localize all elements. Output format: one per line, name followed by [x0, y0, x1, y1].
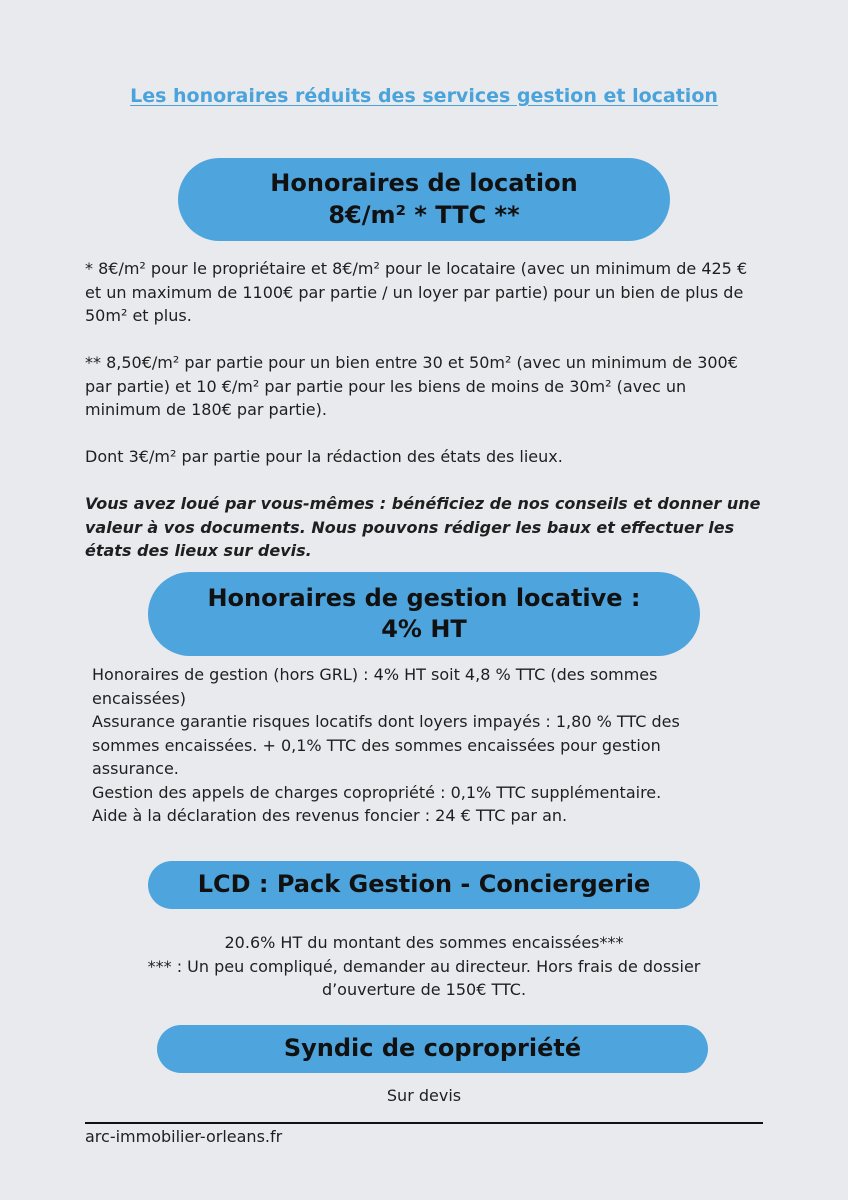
- lcd-details: [124, 931, 724, 1002]
- location-fees-banner: [178, 158, 670, 241]
- management-fees-title: Honoraires de gestion locative :: [207, 583, 641, 612]
- management-fees-banner: [148, 572, 700, 656]
- lcd-pack-banner: [148, 861, 700, 909]
- location-fees-rate: 8€/m² * TTC **: [328, 200, 520, 229]
- lcd-line-1: 20.6% HT du montant des sommes encaissées***: [224, 933, 624, 952]
- syndic-banner: [157, 1025, 708, 1073]
- location-fees-title: Honoraires de location: [270, 169, 578, 198]
- management-line-4: Aide à la déclaration des revenus foncier : 24 € TTC par an.: [92, 806, 568, 825]
- location-note-1: * 8€/m² pour le propriétaire et 8€/m² pour le locataire (avec un minimum de 425 € et un maximum de 1100€ par partie / un loyer par partie) pour un bien de plus de 50m² et plus.: [85, 259, 748, 325]
- management-line-2: Assurance garantie risques locatifs dont loyers impayés : 1,80 % TTC des sommes encaissées. + 0,1% TTC des sommes encaissées pour gestion assurance.: [92, 712, 680, 778]
- location-note-2: ** 8,50€/m² par partie pour un bien entre 30 et 50m² (avec un minimum de 300€ par partie) et 10 €/m² par partie pour les biens de moins de 30m² (avec un minimum de 180€ par partie).: [85, 353, 738, 419]
- location-details: [85, 257, 765, 563]
- management-fees-rate: 4% HT: [381, 615, 467, 643]
- footer-divider: [85, 1122, 763, 1124]
- management-line-1: Honoraires de gestion (hors GRL) : 4% HT soit 4,8 % TTC (des sommes encaissées): [92, 665, 658, 708]
- syndic-title: Syndic de copropriété: [283, 1034, 582, 1063]
- lcd-pack-title: LCD : Pack Gestion - Conciergerie: [197, 870, 651, 899]
- management-line-3: Gestion des appels de charges copropriété : 0,1% TTC supplémentaire.: [92, 782, 662, 802]
- lcd-line-2: *** : Un peu compliqué, demander au directeur. Hors frais de dossier d’ouverture de 150€ TTC.: [147, 956, 701, 999]
- syndic-details: [0, 1084, 848, 1108]
- footer-url[interactable]: arc-immobilier-orleans.fr: [85, 1127, 283, 1146]
- location-note-4: Vous avez loué par vous-mêmes : bénéficiez de nos conseils et donner une valeur à vos documents. Nous pouvons rédiger les baux et effectuer les états des lieux sur devis.: [85, 494, 761, 560]
- location-note-3: Dont 3€/m² par partie pour la rédaction des états des lieux.: [85, 447, 563, 466]
- page-title-link[interactable]: Les honoraires réduits des services gestion et location: [130, 85, 718, 107]
- management-details: [92, 663, 722, 828]
- syndic-text: Sur devis: [386, 1086, 462, 1105]
